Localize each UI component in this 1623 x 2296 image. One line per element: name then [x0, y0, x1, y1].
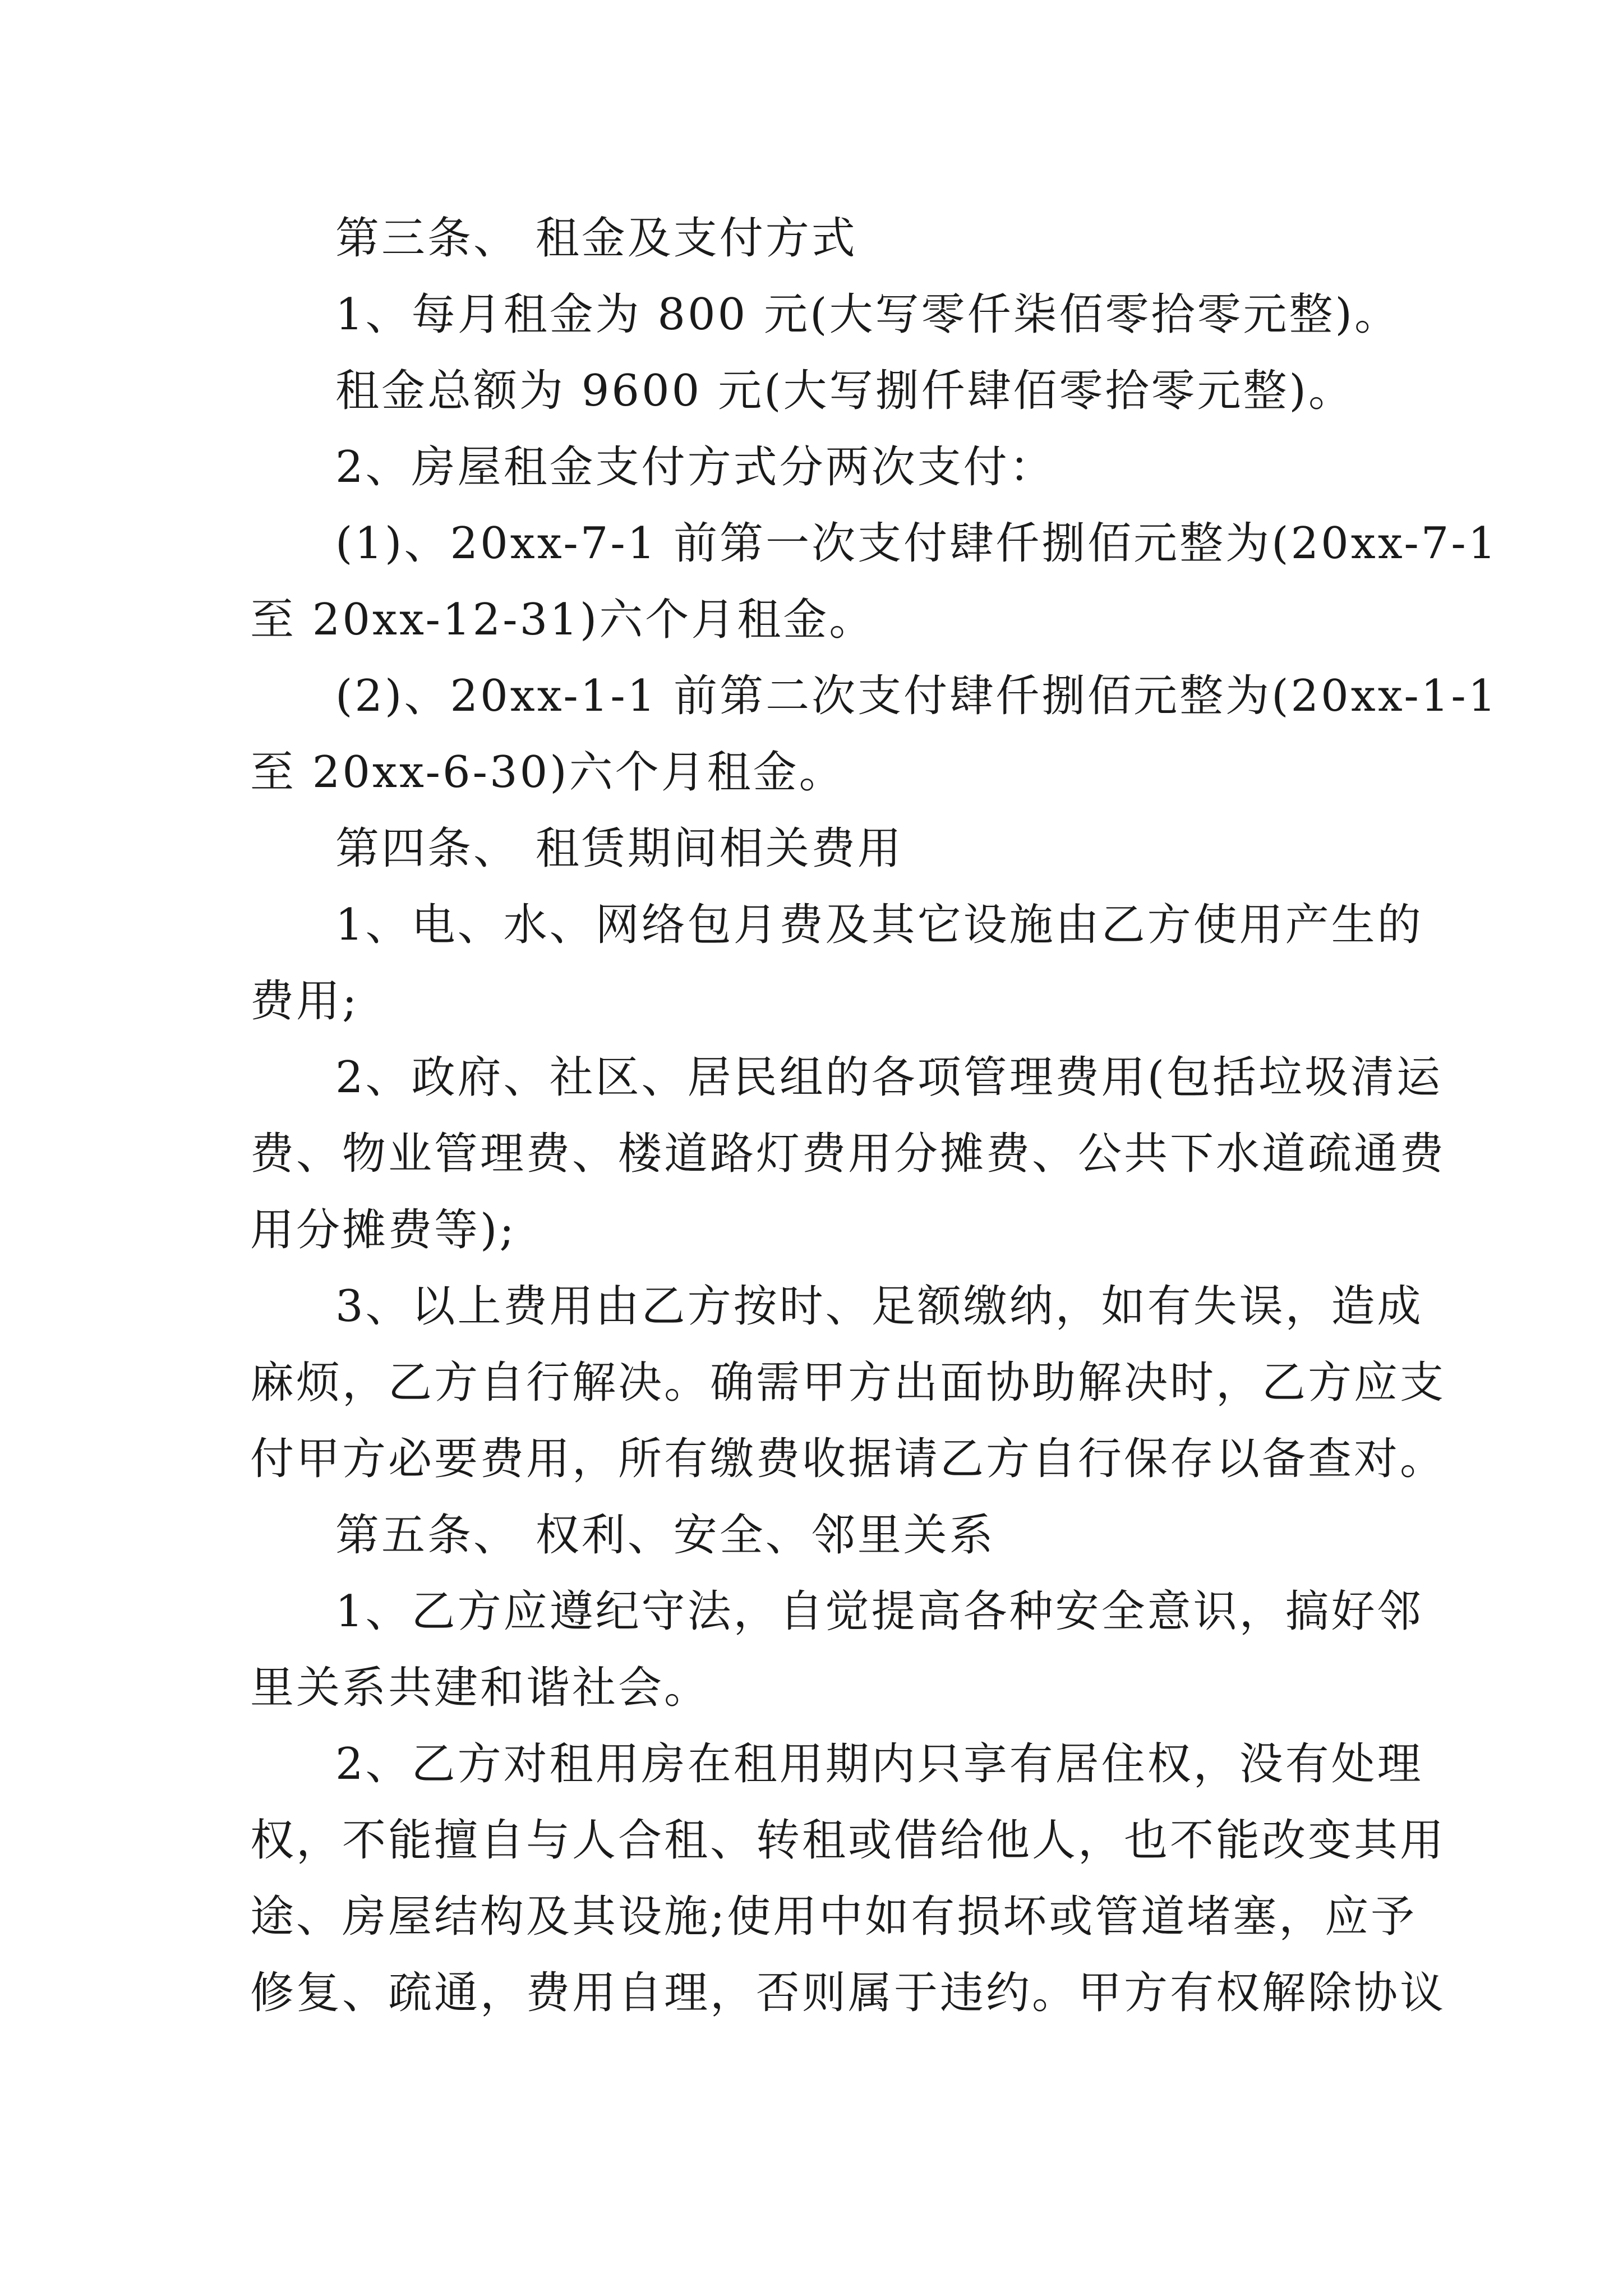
paragraph-line: 至 20xx-12-31)六个月租金。 — [250, 595, 875, 645]
paragraph-line: 2、政府、社区、居民组的各项管理费用(包括垃圾清运 — [335, 1052, 1443, 1103]
paragraph-line: 里关系共建和谐社会。 — [250, 1663, 711, 1713]
paragraph-line: 付甲方必要费用，所有缴费收据请乙方自行保存以备查对。 — [250, 1434, 1446, 1484]
paragraph-line: 1、每月租金为 800 元(大写零仟柒佰零拾零元整)。 — [335, 289, 1400, 340]
paragraph-line: 途、房屋结构及其设施;使用中如有损坏或管道堵塞，应予 — [250, 1892, 1417, 1942]
paragraph-line: 费用; — [250, 976, 359, 1027]
paragraph-line: 修复、疏通，费用自理，否则属于违约。甲方有权解除协议 — [250, 1968, 1446, 2018]
paragraph-line: 权，不能擅自与人合租、转租或借给他人，也不能改变其用 — [250, 1815, 1446, 1866]
paragraph-line: 2、房屋租金支付方式分两次支付： — [335, 442, 1055, 493]
paragraph-line: 租金总额为 9600 元(大写捌仟肆佰零拾零元整)。 — [335, 366, 1354, 416]
paragraph-line: 1、电、水、网络包月费及其它设施由乙方使用产生的 — [335, 900, 1423, 950]
paragraph-line: 3、以上费用由乙方按时、足额缴纳，如有失误，造成 — [335, 1281, 1423, 1332]
paragraph-line: (1)、20xx-7-1 前第一次支付肆仟捌佰元整为(20xx-7-1 — [335, 518, 1498, 569]
article-4-heading: 第四条、 租赁期间相关费用 — [335, 823, 903, 874]
paragraph-line: 2、乙方对租用房在租用期内只享有居住权，没有处理 — [335, 1739, 1423, 1789]
article-5-heading: 第五条、 权利、安全、邻里关系 — [335, 1510, 995, 1561]
article-3-heading: 第三条、 租金及支付方式 — [335, 213, 857, 264]
paragraph-line: 至 20xx-6-30)六个月租金。 — [250, 747, 845, 798]
paragraph-line: 1、乙方应遵纪守法，自觉提高各种安全意识，搞好邻 — [335, 1586, 1423, 1637]
paragraph-line: 麻烦，乙方自行解决。确需甲方出面协助解决时，乙方应支 — [250, 1358, 1446, 1408]
paragraph-line: 费、物业管理费、楼道路灯费用分摊费、公共下水道疏通费 — [250, 1129, 1446, 1179]
paragraph-line: (2)、20xx-1-1 前第二次支付肆仟捌佰元整为(20xx-1-1 — [335, 671, 1498, 721]
paragraph-line: 用分摊费等); — [250, 1205, 517, 1255]
